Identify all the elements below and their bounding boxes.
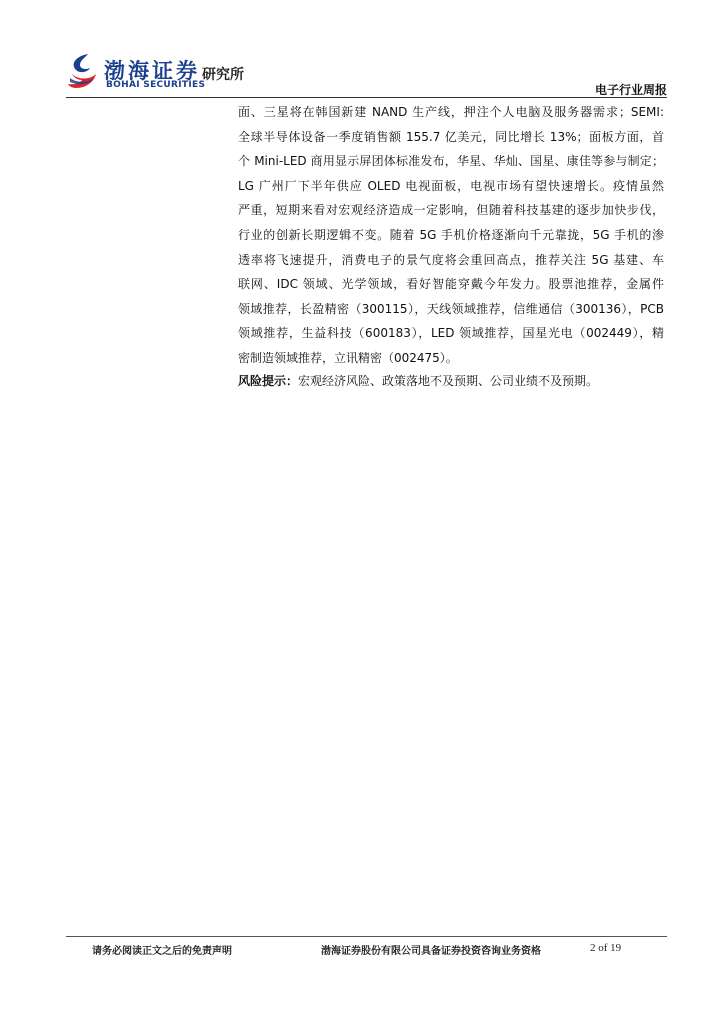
risk-label: 风险提示： (238, 374, 299, 388)
paragraph-line: 领域推荐，长盈精密（300115），天线领域推荐，信维通信（300136），PCB (238, 301, 664, 316)
header-divider (66, 97, 667, 98)
logo-english-name: BOHAI SECURITIES (106, 80, 206, 90)
paragraph-line: 全球半导体设备一季度销售额 155.7 亿美元，同比增长 13%；面板方面，首 (238, 129, 664, 144)
body-paragraph (238, 100, 664, 371)
paragraph-line: 联网、IDC 领域、光学领域，看好智能穿戴今年发力。股票池推荐，金属件 (238, 277, 664, 292)
paragraph-line: 严重，短期来看对宏观经济造成一定影响，但随着科技基建的逐步加快步伐， (238, 203, 664, 218)
paragraph-line: 面、三星将在韩国新建 NAND 生产线，押注个人电脑及服务器需求；SEMI: (238, 105, 664, 119)
page-number: 2 of 19 (590, 942, 622, 954)
paragraph-line: 透率将飞速提升，消费电子的景气度将会重回高点，推荐关注 5G 基建、车 (238, 252, 664, 267)
report-type-title: 电子行业周报 (594, 83, 667, 97)
paragraph-line: LG 广州厂下半年供应 OLED 电视面板，电视市场有望快速增长。疫情虽然 (238, 178, 664, 193)
risk-notice (238, 369, 664, 393)
bohai-swoosh-logo-icon (66, 52, 102, 92)
footer-divider (66, 936, 667, 937)
risk-text: 宏观经济风险、政策落地不及预期、公司业绩不及预期。 (298, 374, 599, 388)
paragraph-line: 领域推荐，生益科技（600183），LED 领域推荐，国星光电（002449），精 (238, 326, 664, 341)
logo-chinese-name: 渤海证券 (104, 58, 200, 83)
footer-qualification: 渤海证券股份有限公司具备证券投资咨询业务资格 (321, 946, 541, 957)
paragraph-line: 行业的创新长期逻辑不变。随着 5G 手机价格逐渐向千元靠拢，5G 手机的渗 (238, 227, 664, 242)
institute-label: 研究所 (202, 67, 244, 83)
paragraph-line: 密制造领域推荐，立讯精密（002475）。 (238, 350, 458, 365)
paragraph-line: 个 Mini-LED 商用显示屏团体标准发布，华星、华灿、国星、康佳等参与制定； (238, 154, 664, 169)
footer-disclaimer: 请务必阅读正文之后的免责声明 (92, 946, 232, 957)
company-logo (66, 52, 266, 94)
